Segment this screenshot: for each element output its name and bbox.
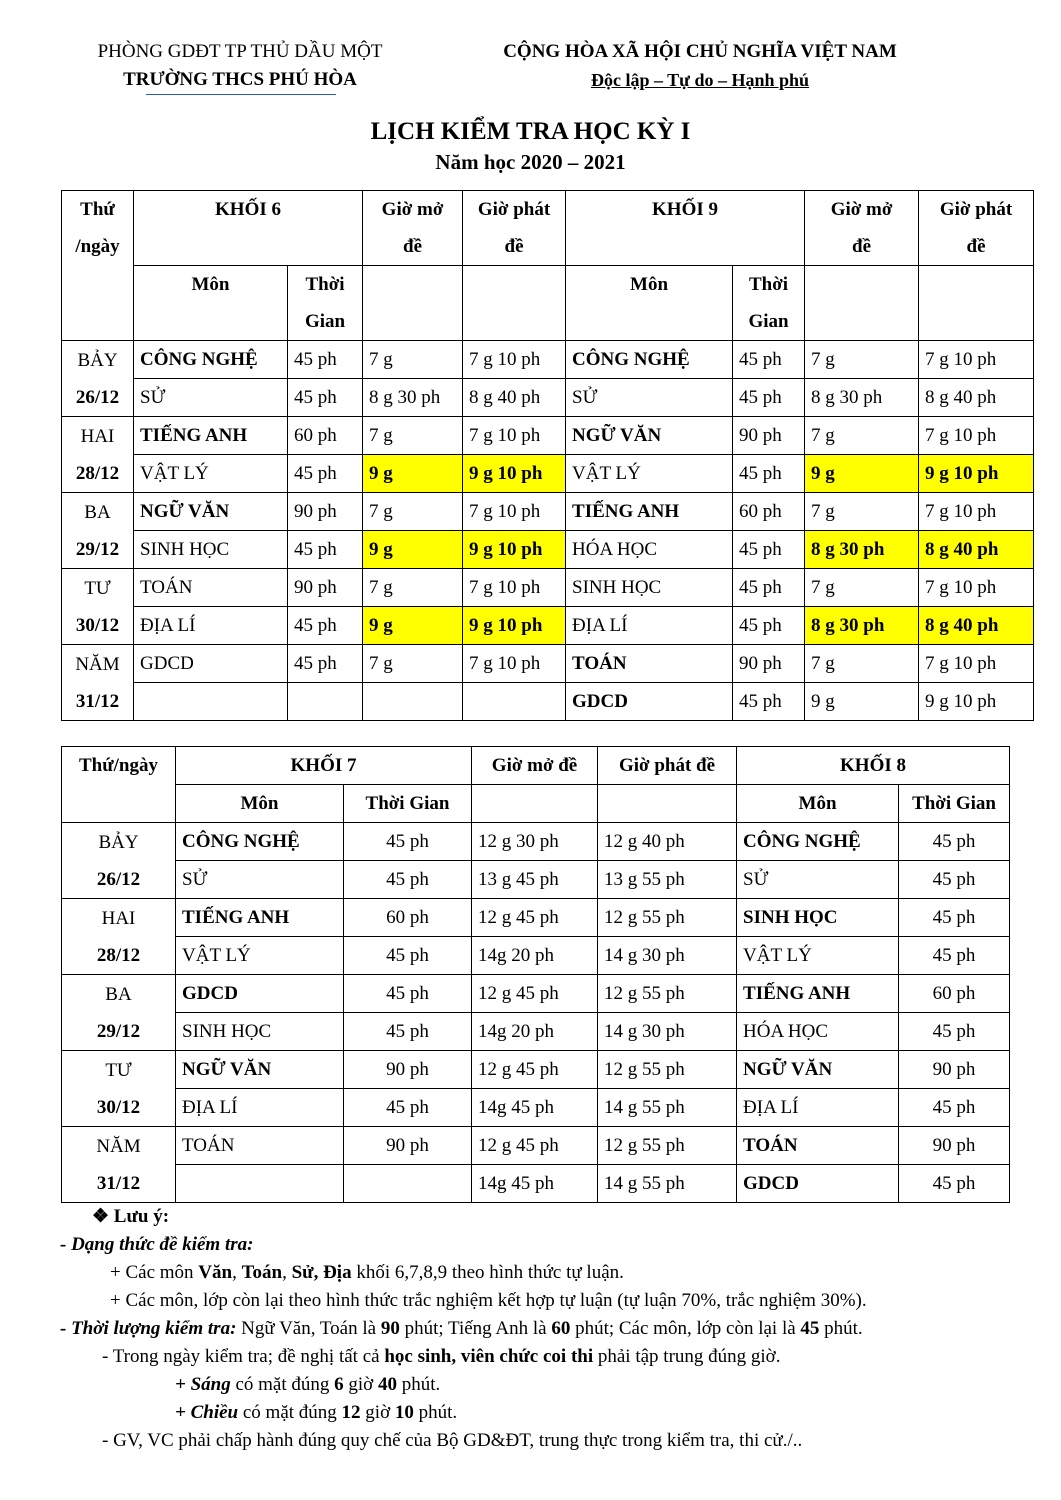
table-cell: 45 ph xyxy=(344,1089,472,1127)
school-year: Năm học 2020 – 2021 xyxy=(435,150,626,174)
table-cell: 12 g 55 ph xyxy=(598,899,737,937)
table-cell: TOÁN xyxy=(134,569,288,607)
table-row xyxy=(62,493,1034,531)
day-cell: NĂM 31/12 xyxy=(62,645,134,721)
table-cell: TIẾNG ANH xyxy=(176,899,344,937)
table-row xyxy=(62,569,1034,607)
table-cell: 60 ph xyxy=(288,417,363,455)
header-khoi-6: KHỐI 6 xyxy=(134,191,363,266)
table-cell: CÔNG NGHỆ xyxy=(737,823,899,861)
table-cell: 12 g 55 ph xyxy=(598,1127,737,1165)
table-cell: SINH HỌC xyxy=(176,1013,344,1051)
table-cell: 45 ph xyxy=(344,975,472,1013)
table-cell: 9 g xyxy=(363,531,463,569)
table-cell: 45 ph xyxy=(733,607,805,645)
header-open-a: Giờ mở đề xyxy=(363,191,463,266)
table-cell: 12 g 55 ph xyxy=(598,1051,737,1089)
table-cell: TOÁN xyxy=(737,1127,899,1165)
table-cell xyxy=(176,1165,344,1203)
table-cell: 14 g 30 ph xyxy=(598,1013,737,1051)
table-row xyxy=(62,861,1010,899)
table-row xyxy=(62,379,1034,417)
table-cell: ĐỊA LÍ xyxy=(134,607,288,645)
table-cell: TOÁN xyxy=(176,1127,344,1165)
header-right xyxy=(440,38,960,94)
table-row xyxy=(62,645,1034,683)
table-cell: 14g 20 ph xyxy=(472,937,598,975)
table-cell xyxy=(134,683,288,721)
table-cell: 45 ph xyxy=(899,861,1010,899)
schedule-table-grade-6-9 xyxy=(61,190,1034,721)
table-cell: 45 ph xyxy=(288,341,363,379)
table-cell xyxy=(288,683,363,721)
table-cell: 8 g 30 ph xyxy=(805,531,919,569)
table-cell: 45 ph xyxy=(733,379,805,417)
table-cell: 14 g 55 ph xyxy=(598,1165,737,1203)
table-cell: 7 g 10 ph xyxy=(919,417,1034,455)
table-cell: HÓA HỌC xyxy=(737,1013,899,1051)
table-cell: 12 g 45 ph xyxy=(472,899,598,937)
day-cell: TƯ 30/12 xyxy=(62,569,134,645)
table-cell: SỬ xyxy=(176,861,344,899)
header-khoi-9: KHỐI 9 xyxy=(566,191,805,266)
table-cell: VẬT LÝ xyxy=(737,937,899,975)
table-cell: 90 ph xyxy=(899,1127,1010,1165)
table-cell: 45 ph xyxy=(288,455,363,493)
header-time-a: Thời Gian xyxy=(344,785,472,823)
header-time-a: Thời Gian xyxy=(288,266,363,341)
notes-heading: ❖ Lưu ý: xyxy=(92,1206,170,1227)
table2-body xyxy=(62,823,1010,1203)
table-row xyxy=(62,531,1034,569)
table-cell: 45 ph xyxy=(899,1013,1010,1051)
table-cell: 13 g 55 ph xyxy=(598,861,737,899)
table-cell: 9 g xyxy=(363,607,463,645)
table-cell: 8 g 40 ph xyxy=(919,531,1034,569)
header-issue-a: Giờ phát đề xyxy=(463,191,566,266)
table-cell: 45 ph xyxy=(899,1089,1010,1127)
table-cell: VẬT LÝ xyxy=(566,455,733,493)
header-day: Thứ /ngày xyxy=(62,191,134,341)
table-cell: 90 ph xyxy=(344,1051,472,1089)
table-cell: 45 ph xyxy=(344,937,472,975)
table-cell: ĐỊA LÍ xyxy=(566,607,733,645)
table-cell: 7 g xyxy=(363,417,463,455)
table-cell: GDCD xyxy=(176,975,344,1013)
table-cell: 14g 20 ph xyxy=(472,1013,598,1051)
table-cell: GDCD xyxy=(134,645,288,683)
day-cell: HAI 28/12 xyxy=(62,417,134,493)
table-row xyxy=(62,1013,1010,1051)
day-cell: HAI 28/12 xyxy=(62,899,176,975)
table-cell: 7 g xyxy=(805,341,919,379)
table-row xyxy=(62,975,1010,1013)
table-cell: 9 g xyxy=(805,455,919,493)
format-label: - Dạng thức đề kiểm tra: xyxy=(60,1234,254,1255)
table-cell: 45 ph xyxy=(899,899,1010,937)
header-khoi-7: KHỐI 7 xyxy=(176,747,472,785)
table-cell: 12 g 40 ph xyxy=(598,823,737,861)
day-cell: NĂM 31/12 xyxy=(62,1127,176,1203)
school-underline xyxy=(146,94,336,95)
format-line-1: + Các môn Văn, Toán, Sử, Địa khối 6,7,8,9 theo hình thức tự luận. xyxy=(110,1262,624,1283)
table-cell: 45 ph xyxy=(733,341,805,379)
table-cell: 90 ph xyxy=(344,1127,472,1165)
table-cell: CÔNG NGHỆ xyxy=(566,341,733,379)
table-cell: CÔNG NGHỆ xyxy=(176,823,344,861)
table-cell: VẬT LÝ xyxy=(176,937,344,975)
table-cell: 90 ph xyxy=(733,417,805,455)
table-cell: 14g 45 ph xyxy=(472,1089,598,1127)
header-subject-b: Môn xyxy=(566,266,733,341)
table-cell: 8 g 40 ph xyxy=(463,379,566,417)
compliance-line: - GV, VC phải chấp hành đúng quy chế của Bộ GD&ĐT, trung thực trong kiểm tra, thi cử./.. xyxy=(102,1430,803,1451)
dept-name: PHÒNG GDĐT TP THỦ DẦU MỘT xyxy=(97,41,383,62)
table-cell: 60 ph xyxy=(899,975,1010,1013)
table-cell: SỬ xyxy=(737,861,899,899)
header-issue: Giờ phát đề xyxy=(598,747,737,785)
table-row xyxy=(62,899,1010,937)
table-cell xyxy=(344,1165,472,1203)
table-cell: TIẾNG ANH xyxy=(134,417,288,455)
header-time-b: Thời Gian xyxy=(899,785,1010,823)
table1-body xyxy=(62,341,1034,721)
table-cell: 8 g 30 ph xyxy=(805,379,919,417)
header-left xyxy=(60,38,420,94)
day-cell: BẢY 26/12 xyxy=(62,823,176,899)
table-cell: SINH HỌC xyxy=(737,899,899,937)
table-cell: 13 g 45 ph xyxy=(472,861,598,899)
afternoon-line: + Chiều có mặt đúng 12 giờ 10 phút. xyxy=(175,1402,458,1423)
table-cell: SỬ xyxy=(566,379,733,417)
table-row xyxy=(62,1089,1010,1127)
table-cell: 45 ph xyxy=(733,531,805,569)
table-row xyxy=(62,607,1034,645)
table-cell: 12 g 45 ph xyxy=(472,1127,598,1165)
table-cell: TOÁN xyxy=(566,645,733,683)
table-cell: 7 g xyxy=(363,569,463,607)
morning-line: + Sáng có mặt đúng 6 giờ 40 phút. xyxy=(175,1374,441,1395)
table-cell: 45 ph xyxy=(288,531,363,569)
table-cell: 7 g 10 ph xyxy=(463,645,566,683)
table-row xyxy=(62,1165,1010,1203)
format-line-2: + Các môn, lớp còn lại theo hình thức trắc nghiệm kết hợp tự luận (tự luận 70%, trắc nghiệm 30%). xyxy=(110,1290,867,1311)
header-open: Giờ mở đề xyxy=(472,747,598,785)
header-blank xyxy=(472,785,598,823)
table-cell: NGỮ VĂN xyxy=(737,1051,899,1089)
table-cell: 7 g xyxy=(805,493,919,531)
header-blank xyxy=(919,266,1034,341)
table-cell: 7 g 10 ph xyxy=(919,569,1034,607)
table-cell: 7 g xyxy=(363,493,463,531)
table-cell: 7 g xyxy=(363,341,463,379)
duration-line: - Thời lượng kiểm tra: Ngữ Văn, Toán là 90 phút; Tiếng Anh là 60 phút; Các môn, lớp còn lại là 45 phút. xyxy=(60,1318,863,1339)
day-cell: BA 29/12 xyxy=(62,975,176,1051)
header-subject-a: Môn xyxy=(176,785,344,823)
table-row xyxy=(62,823,1010,861)
table-cell: HÓA HỌC xyxy=(566,531,733,569)
table-cell: TIẾNG ANH xyxy=(566,493,733,531)
table-cell: 7 g xyxy=(805,569,919,607)
table-cell: 7 g 10 ph xyxy=(463,493,566,531)
table-cell: 7 g xyxy=(363,645,463,683)
table-cell: 8 g 40 ph xyxy=(919,379,1034,417)
header-subject-b: Môn xyxy=(737,785,899,823)
table-row xyxy=(62,937,1010,975)
table-row xyxy=(62,417,1034,455)
table-cell: 45 ph xyxy=(899,823,1010,861)
table-cell: 90 ph xyxy=(733,645,805,683)
header-subject-a: Môn xyxy=(134,266,288,341)
table-cell: NGỮ VĂN xyxy=(566,417,733,455)
table-cell: 7 g 10 ph xyxy=(919,645,1034,683)
header-blank xyxy=(805,266,919,341)
table-cell: 12 g 55 ph xyxy=(598,975,737,1013)
header-khoi-8: KHỐI 8 xyxy=(737,747,1010,785)
table-cell: GDCD xyxy=(566,683,733,721)
table-cell: GDCD xyxy=(737,1165,899,1203)
table-cell: 9 g 10 ph xyxy=(919,683,1034,721)
table-cell: SINH HỌC xyxy=(566,569,733,607)
table-cell: 9 g 10 ph xyxy=(463,607,566,645)
table-cell: SINH HỌC xyxy=(134,531,288,569)
table-cell: 45 ph xyxy=(288,379,363,417)
table-row xyxy=(62,1051,1010,1089)
table-cell: 8 g 30 ph xyxy=(363,379,463,417)
table-cell: 9 g xyxy=(805,683,919,721)
table-cell: 90 ph xyxy=(288,493,363,531)
table-cell xyxy=(463,683,566,721)
table-cell: 12 g 30 ph xyxy=(472,823,598,861)
day-cell: BA 29/12 xyxy=(62,493,134,569)
table-cell: 9 g 10 ph xyxy=(919,455,1034,493)
header-day: Thứ/ngày xyxy=(62,747,176,823)
table-cell: 9 g 10 ph xyxy=(463,455,566,493)
header-open-b: Giờ mở đề xyxy=(805,191,919,266)
page-title: LỊCH KIỂM TRA HỌC KỲ I xyxy=(370,118,691,145)
table-cell: 7 g 10 ph xyxy=(463,417,566,455)
table-cell: NGỮ VĂN xyxy=(134,493,288,531)
table-cell: 45 ph xyxy=(899,937,1010,975)
table-cell: 60 ph xyxy=(344,899,472,937)
table-cell: 90 ph xyxy=(288,569,363,607)
table-cell: SỬ xyxy=(134,379,288,417)
table-cell: 7 g xyxy=(805,417,919,455)
table-cell: 9 g 10 ph xyxy=(463,531,566,569)
header-blank xyxy=(363,266,463,341)
table-row xyxy=(62,455,1034,493)
table-cell: 14 g 55 ph xyxy=(598,1089,737,1127)
table-cell: 12 g 45 ph xyxy=(472,1051,598,1089)
table-cell xyxy=(363,683,463,721)
table-cell: 45 ph xyxy=(733,455,805,493)
table-cell: 45 ph xyxy=(899,1165,1010,1203)
table-cell: NGỮ VĂN xyxy=(176,1051,344,1089)
table-cell: VẬT LÝ xyxy=(134,455,288,493)
table-row xyxy=(62,683,1034,721)
day-cell: TƯ 30/12 xyxy=(62,1051,176,1127)
table-cell: 45 ph xyxy=(344,823,472,861)
schedule-table-grade-7-8 xyxy=(61,746,1010,1203)
table-cell: 7 g 10 ph xyxy=(463,569,566,607)
table-cell: 12 g 45 ph xyxy=(472,975,598,1013)
school-name: TRƯỜNG THCS PHÚ HÒA xyxy=(123,69,357,90)
table-cell: 90 ph xyxy=(899,1051,1010,1089)
table-cell: 7 g xyxy=(805,645,919,683)
day-cell: BẢY 26/12 xyxy=(62,341,134,417)
table-cell: 8 g 30 ph xyxy=(805,607,919,645)
table-cell: CÔNG NGHỆ xyxy=(134,341,288,379)
table-cell: 7 g 10 ph xyxy=(919,493,1034,531)
presence-line: - Trong ngày kiểm tra; đề nghị tất cả học sinh, viên chức coi thi phải tập trung đúng giờ. xyxy=(102,1346,781,1367)
table-cell: 45 ph xyxy=(733,569,805,607)
notes-section xyxy=(60,1203,1020,1455)
table-cell: 14g 45 ph xyxy=(472,1165,598,1203)
table-row xyxy=(62,1127,1010,1165)
table-cell: 7 g 10 ph xyxy=(463,341,566,379)
header-issue-b: Giờ phát đề xyxy=(919,191,1034,266)
table-cell: 45 ph xyxy=(344,861,472,899)
header-blank xyxy=(598,785,737,823)
table-cell: ĐỊA LÍ xyxy=(176,1089,344,1127)
table-cell: 9 g xyxy=(363,455,463,493)
header-time-b: Thời Gian xyxy=(733,266,805,341)
table-row xyxy=(62,341,1034,379)
header-blank xyxy=(463,266,566,341)
table-cell: 45 ph xyxy=(288,645,363,683)
table-cell: ĐỊA LÍ xyxy=(737,1089,899,1127)
motto: Độc lập – Tự do – Hạnh phú xyxy=(590,70,810,90)
table-cell: 14 g 30 ph xyxy=(598,937,737,975)
table-cell: 7 g 10 ph xyxy=(919,341,1034,379)
table-cell: 60 ph xyxy=(733,493,805,531)
table-cell: 45 ph xyxy=(733,683,805,721)
nation-name: CỘNG HÒA XÃ HỘI CHỦ NGHĨA VIỆT NAM xyxy=(503,41,897,62)
table-cell: 45 ph xyxy=(288,607,363,645)
table-cell: 45 ph xyxy=(344,1013,472,1051)
table-cell: 8 g 40 ph xyxy=(919,607,1034,645)
table-cell: TIẾNG ANH xyxy=(737,975,899,1013)
